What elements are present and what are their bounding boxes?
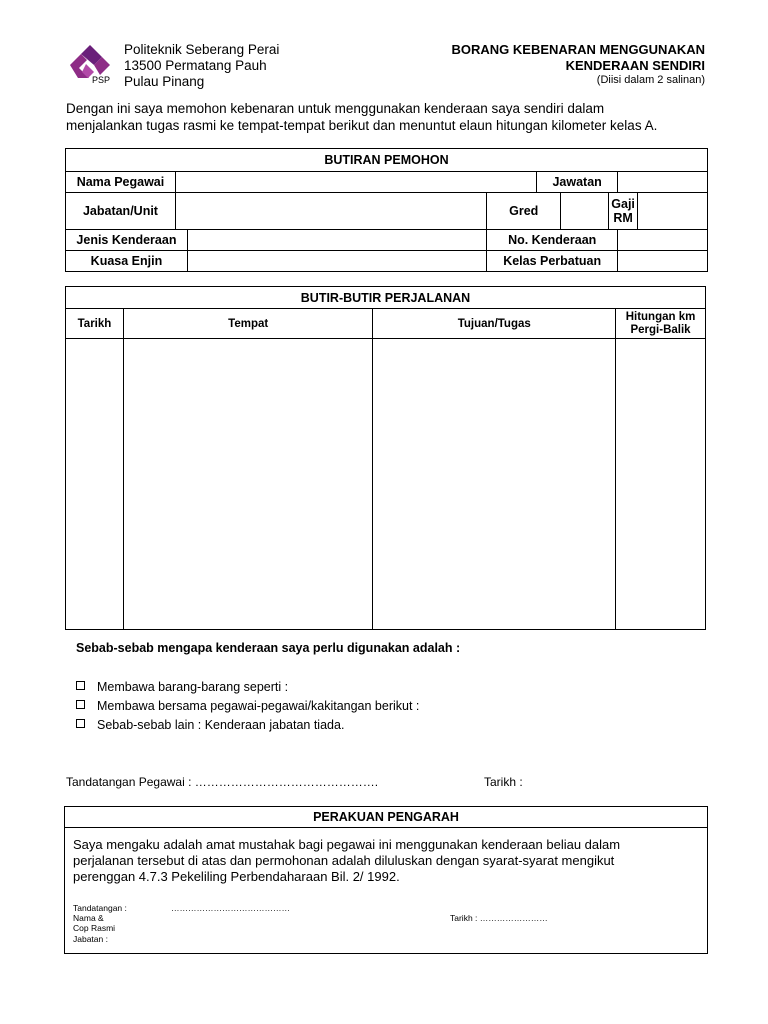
col-tarikh: Tarikh	[66, 309, 124, 339]
endorsement-line-3: perenggan 4.7.3 Pekeliling Perbendaharaan Bil. 2/ 1992.	[73, 869, 400, 884]
officer-date-line[interactable]: Tarikh :	[484, 775, 523, 789]
form-title-line-2: KENDERAAN SENDIRI	[565, 58, 705, 73]
reason-option-2[interactable]	[76, 699, 419, 713]
checkbox-icon[interactable]	[76, 700, 85, 709]
form-title-block	[452, 42, 706, 87]
form-title-line-1: BORANG KEBENARAN MENGGUNAKAN	[451, 42, 705, 57]
intro-paragraph	[66, 100, 706, 134]
intro-line-1: Dengan ini saya memohon kebenaran untuk menggunakan kenderaan saya sendiri dalam	[66, 101, 605, 116]
field-jabatan-unit[interactable]	[175, 193, 486, 230]
address-line-3: Pulau Pinang	[124, 74, 205, 89]
checkbox-icon[interactable]	[76, 681, 85, 690]
copies-note: (Diisi dalam 2 salinan)	[596, 74, 705, 86]
checkbox-icon[interactable]	[76, 719, 85, 728]
endorsement-line-2: perjalanan tersebut di atas dan permohonan adalah diluluskan dengan syarat-syarat mengikut	[73, 853, 615, 868]
psp-logo	[66, 44, 116, 88]
label-gred: Gred	[487, 193, 561, 230]
field-jenis-kenderaan[interactable]	[187, 230, 486, 251]
applicant-heading: BUTIRAN PEMOHON	[66, 149, 708, 172]
director-stamp-label: Cop Rasmi	[73, 923, 116, 933]
director-name-label: Nama &	[73, 913, 104, 923]
label-gaji-rm: Gaji RM	[609, 193, 638, 230]
label-nama-pegawai: Nama Pegawai	[66, 172, 176, 193]
col-hitungan-km	[616, 309, 706, 339]
endorsement-line-1: Saya mengaku adalah amat mustahak bagi pegawai ini menggunakan kenderaan beliau dalam	[73, 837, 621, 852]
travel-details-table	[65, 286, 706, 630]
label-jabatan-unit: Jabatan/Unit	[66, 193, 176, 230]
field-gaji-rm[interactable]	[638, 193, 708, 230]
director-sign-label: Tandatangan :	[73, 903, 127, 913]
applicant-details-table	[65, 148, 708, 272]
address-line-2: 13500 Permatang Pauh	[124, 58, 267, 73]
col-hitungan-line-2: Pergi-Balik	[630, 323, 691, 336]
travel-heading: BUTIR-BUTIR PERJALANAN	[66, 287, 706, 309]
field-nama-pegawai[interactable]	[175, 172, 536, 193]
cell-tujuan-tugas[interactable]	[373, 339, 616, 630]
cell-tempat[interactable]	[123, 339, 373, 630]
director-endorsement-box	[64, 806, 708, 954]
institution-address	[124, 42, 279, 90]
address-line-1: Politeknik Seberang Perai	[124, 42, 280, 57]
field-gred[interactable]	[561, 193, 609, 230]
reason-option-1[interactable]	[76, 680, 288, 694]
label-kuasa-enjin: Kuasa Enjin	[66, 251, 188, 272]
director-date-label[interactable]: Tarikh : ……………………	[450, 913, 548, 923]
reason-option-2-label: Membawa bersama pegawai-pegawai/kakitangan berikut :	[97, 699, 420, 713]
reason-option-3[interactable]	[76, 718, 344, 732]
officer-signature-line[interactable]: Tandatangan Pegawai : ……………………………………….	[66, 775, 379, 789]
col-tujuan-tugas: Tujuan/Tugas	[373, 309, 616, 339]
endorsement-heading: PERAKUAN PENGARAH	[65, 807, 707, 828]
field-jawatan[interactable]	[618, 172, 708, 193]
field-kelas-perbatuan[interactable]	[618, 251, 708, 272]
col-tempat: Tempat	[123, 309, 373, 339]
reason-option-3-label: Sebab-sebab lain : Kenderaan jabatan tiada.	[97, 718, 345, 732]
field-kuasa-enjin[interactable]	[187, 251, 486, 272]
intro-line-2: menjalankan tugas rasmi ke tempat-tempat berikut dan menuntut elaun hitungan kilometer kelas A.	[66, 118, 658, 133]
label-no-kenderaan: No. Kenderaan	[487, 230, 618, 251]
label-kelas-perbatuan: Kelas Perbatuan	[487, 251, 618, 272]
reason-option-1-label: Membawa barang-barang seperti :	[97, 680, 289, 694]
cell-tarikh[interactable]	[66, 339, 124, 630]
director-sign-dots[interactable]: ……………………………………	[171, 903, 290, 913]
label-jenis-kenderaan: Jenis Kenderaan	[66, 230, 188, 251]
field-no-kenderaan[interactable]	[618, 230, 708, 251]
cell-hitungan-km[interactable]	[616, 339, 706, 630]
col-hitungan-line-1: Hitungan km	[625, 310, 696, 323]
reasons-title: Sebab-sebab mengapa kenderaan saya perlu digunakan adalah :	[76, 641, 461, 655]
director-dept-label: Jabatan :	[73, 934, 108, 944]
logo-text: PSP	[92, 75, 111, 85]
label-jawatan: Jawatan	[537, 172, 618, 193]
endorsement-text	[73, 837, 693, 885]
